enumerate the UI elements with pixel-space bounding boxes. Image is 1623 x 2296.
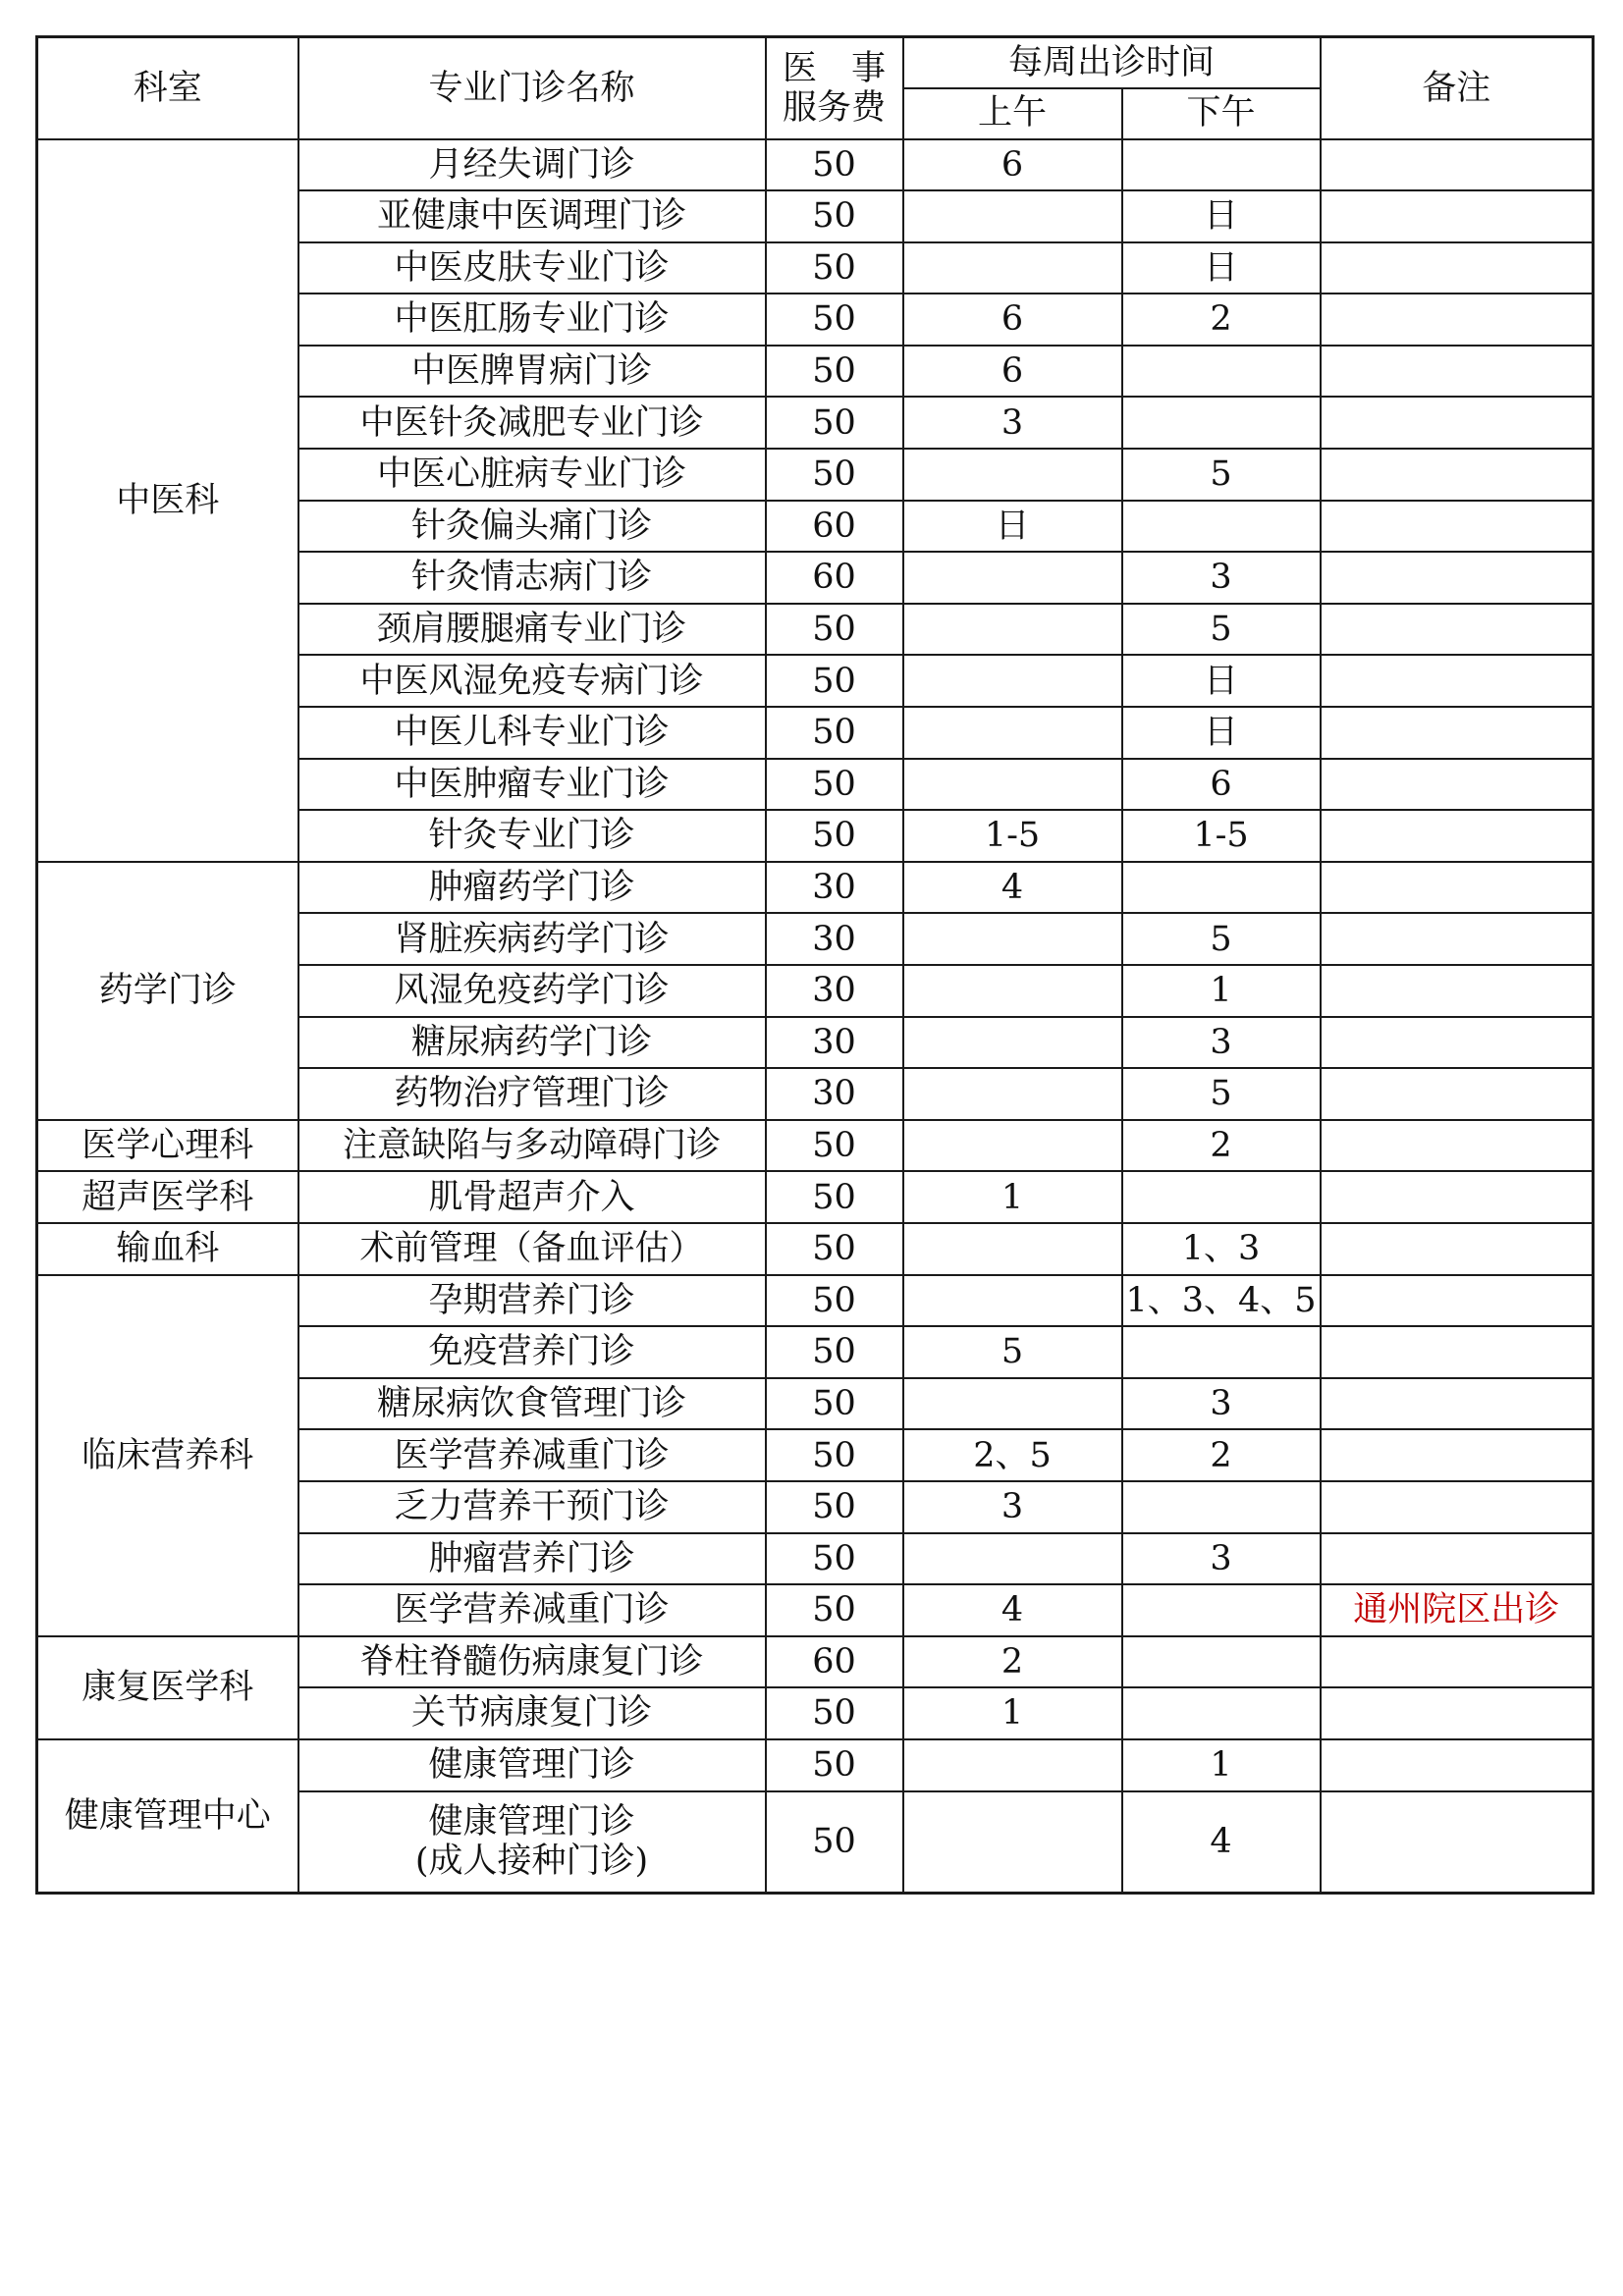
pm-cell (1122, 1326, 1321, 1378)
clinic-name-cell: 针灸情志病门诊 (298, 552, 766, 604)
note-cell (1321, 965, 1594, 1017)
clinic-name-cell: 脊柱脊髓伤病康复门诊 (298, 1636, 766, 1688)
header-fee (766, 37, 903, 139)
note-cell (1321, 346, 1594, 398)
clinic-schedule-table (35, 35, 1595, 1895)
clinic-name-cell: 中医脾胃病门诊 (298, 346, 766, 398)
dept-cell: 健康管理中心 (37, 1739, 298, 1894)
am-cell: 6 (903, 139, 1122, 191)
am-cell (903, 759, 1122, 811)
note-cell (1321, 913, 1594, 965)
clinic-name-cell: 中医心脏病专业门诊 (298, 449, 766, 501)
fee-cell: 50 (766, 1326, 903, 1378)
clinic-name-cell: 健康管理门诊 (298, 1739, 766, 1791)
clinic-name-cell: 免疫营养门诊 (298, 1326, 766, 1378)
pm-cell (1122, 1584, 1321, 1636)
pm-cell: 日 (1122, 707, 1321, 759)
fee-cell: 50 (766, 604, 903, 656)
fee-cell: 60 (766, 552, 903, 604)
pm-cell (1122, 1636, 1321, 1688)
dept-cell: 超声医学科 (37, 1171, 298, 1223)
header-weekly-time: 每周出诊时间 (903, 37, 1321, 88)
fee-cell: 50 (766, 139, 903, 191)
header-fee-top: 医 事 (782, 48, 886, 88)
am-cell (903, 242, 1122, 294)
am-cell (903, 604, 1122, 656)
note-cell (1321, 1791, 1594, 1894)
note-cell (1321, 1120, 1594, 1172)
am-cell (903, 552, 1122, 604)
clinic-name-cell: 颈肩腰腿痛专业门诊 (298, 604, 766, 656)
clinic-name-cell: 中医肛肠专业门诊 (298, 294, 766, 346)
clinic-name-cell (298, 1791, 766, 1894)
clinic-name-cell: 糖尿病药学门诊 (298, 1017, 766, 1069)
clinic-name-line: 健康管理门诊 (428, 1802, 635, 1842)
fee-cell: 50 (766, 707, 903, 759)
am-cell (903, 1378, 1122, 1430)
header-fee-bottom: 服务费 (782, 87, 886, 128)
am-cell (903, 1068, 1122, 1120)
clinic-name-cell: 糖尿病饮食管理门诊 (298, 1378, 766, 1430)
note-cell (1321, 1739, 1594, 1791)
dept-cell: 药学门诊 (37, 862, 298, 1120)
pm-cell: 5 (1122, 449, 1321, 501)
am-cell: 2 (903, 1636, 1122, 1688)
am-cell (903, 913, 1122, 965)
clinic-name-cell: 注意缺陷与多动障碍门诊 (298, 1120, 766, 1172)
fee-cell: 50 (766, 242, 903, 294)
am-cell: 日 (903, 501, 1122, 553)
clinic-name-cell: 中医针灸减肥专业门诊 (298, 397, 766, 449)
dept-cell: 临床营养科 (37, 1275, 298, 1636)
fee-cell: 50 (766, 1171, 903, 1223)
am-cell: 1-5 (903, 810, 1122, 862)
pm-cell (1122, 1481, 1321, 1533)
fee-cell: 50 (766, 449, 903, 501)
am-cell: 6 (903, 346, 1122, 398)
pm-cell (1122, 1171, 1321, 1223)
schedule-body (37, 139, 1594, 1894)
fee-cell: 50 (766, 190, 903, 242)
note-cell (1321, 1275, 1594, 1327)
pm-cell: 5 (1122, 1068, 1321, 1120)
clinic-name-cell: 关节病康复门诊 (298, 1687, 766, 1739)
am-cell: 1 (903, 1687, 1122, 1739)
clinic-name-cell: 药物治疗管理门诊 (298, 1068, 766, 1120)
note-cell (1321, 139, 1594, 191)
note-cell (1321, 1687, 1594, 1739)
pm-cell: 4 (1122, 1791, 1321, 1894)
am-cell (903, 1223, 1122, 1275)
fee-cell: 50 (766, 294, 903, 346)
clinic-name-cell: 肿瘤营养门诊 (298, 1533, 766, 1585)
fee-cell: 30 (766, 965, 903, 1017)
note-cell (1321, 1636, 1594, 1688)
note-cell (1321, 1223, 1594, 1275)
am-cell: 5 (903, 1326, 1122, 1378)
pm-cell: 1-5 (1122, 810, 1321, 862)
clinic-name-cell: 术前管理（备血评估） (298, 1223, 766, 1275)
note-cell (1321, 862, 1594, 914)
fee-cell: 60 (766, 1636, 903, 1688)
clinic-name-cell: 肾脏疾病药学门诊 (298, 913, 766, 965)
fee-cell: 50 (766, 1223, 903, 1275)
note-cell (1321, 190, 1594, 242)
am-cell: 2、5 (903, 1429, 1122, 1481)
clinic-name-cell: 月经失调门诊 (298, 139, 766, 191)
note-cell: 通州院区出诊 (1321, 1584, 1594, 1636)
pm-cell (1122, 501, 1321, 553)
note-cell (1321, 1533, 1594, 1585)
pm-cell: 5 (1122, 913, 1321, 965)
am-cell (903, 1017, 1122, 1069)
fee-cell: 50 (766, 1791, 903, 1894)
am-cell (903, 655, 1122, 707)
table-row (37, 1120, 1594, 1172)
am-cell (903, 1120, 1122, 1172)
note-cell (1321, 604, 1594, 656)
fee-cell: 30 (766, 862, 903, 914)
header-dept: 科室 (37, 37, 298, 139)
fee-cell: 50 (766, 1739, 903, 1791)
am-cell (903, 449, 1122, 501)
note-cell (1321, 501, 1594, 553)
table-row (37, 1223, 1594, 1275)
am-cell: 6 (903, 294, 1122, 346)
fee-cell: 50 (766, 810, 903, 862)
note-cell (1321, 449, 1594, 501)
table-row (37, 1739, 1594, 1791)
fee-cell: 50 (766, 1533, 903, 1585)
note-cell (1321, 655, 1594, 707)
clinic-name-cell: 针灸偏头痛门诊 (298, 501, 766, 553)
note-cell (1321, 810, 1594, 862)
am-cell: 4 (903, 862, 1122, 914)
pm-cell (1122, 1687, 1321, 1739)
clinic-name-cell: 中医皮肤专业门诊 (298, 242, 766, 294)
am-cell (903, 965, 1122, 1017)
clinic-name-cell: 医学营养减重门诊 (298, 1429, 766, 1481)
pm-cell: 日 (1122, 242, 1321, 294)
pm-cell: 2 (1122, 1429, 1321, 1481)
note-cell (1321, 242, 1594, 294)
fee-cell: 30 (766, 1068, 903, 1120)
fee-cell: 50 (766, 655, 903, 707)
fee-cell: 50 (766, 1275, 903, 1327)
clinic-name-cell: 中医肿瘤专业门诊 (298, 759, 766, 811)
table-row (37, 1636, 1594, 1688)
table-row (37, 139, 1594, 191)
fee-cell: 50 (766, 397, 903, 449)
fee-cell: 30 (766, 1017, 903, 1069)
pm-cell: 3 (1122, 1378, 1321, 1430)
note-cell (1321, 1326, 1594, 1378)
pm-cell: 6 (1122, 759, 1321, 811)
pm-cell: 5 (1122, 604, 1321, 656)
fee-cell: 50 (766, 1687, 903, 1739)
fee-cell: 50 (766, 759, 903, 811)
dept-cell: 医学心理科 (37, 1120, 298, 1172)
am-cell (903, 1275, 1122, 1327)
am-cell: 1 (903, 1171, 1122, 1223)
am-cell: 3 (903, 1481, 1122, 1533)
clinic-name-cell: 医学营养减重门诊 (298, 1584, 766, 1636)
pm-cell (1122, 862, 1321, 914)
note-cell (1321, 1068, 1594, 1120)
clinic-name-subline: (成人接种门诊) (414, 1842, 649, 1882)
note-cell (1321, 759, 1594, 811)
clinic-name-cell: 亚健康中医调理门诊 (298, 190, 766, 242)
pm-cell: 1 (1122, 1739, 1321, 1791)
clinic-name-cell: 肌骨超声介入 (298, 1171, 766, 1223)
table-row (37, 1171, 1594, 1223)
note-cell (1321, 1017, 1594, 1069)
am-cell: 4 (903, 1584, 1122, 1636)
note-cell (1321, 397, 1594, 449)
am-cell (903, 1533, 1122, 1585)
fee-cell: 30 (766, 913, 903, 965)
pm-cell: 2 (1122, 1120, 1321, 1172)
fee-cell: 50 (766, 1378, 903, 1430)
pm-cell: 2 (1122, 294, 1321, 346)
dept-cell: 康复医学科 (37, 1636, 298, 1739)
dept-cell: 中医科 (37, 139, 298, 862)
note-cell (1321, 707, 1594, 759)
fee-cell: 60 (766, 501, 903, 553)
am-cell (903, 707, 1122, 759)
pm-cell: 1 (1122, 965, 1321, 1017)
clinic-name-cell: 中医儿科专业门诊 (298, 707, 766, 759)
pm-cell: 1、3、4、5 (1122, 1275, 1321, 1327)
header-am: 上午 (903, 88, 1122, 139)
fee-cell: 50 (766, 1481, 903, 1533)
pm-cell: 3 (1122, 1533, 1321, 1585)
fee-cell: 50 (766, 346, 903, 398)
pm-cell (1122, 139, 1321, 191)
am-cell: 3 (903, 397, 1122, 449)
am-cell (903, 1739, 1122, 1791)
pm-cell: 日 (1122, 190, 1321, 242)
fee-cell: 50 (766, 1429, 903, 1481)
dept-cell: 输血科 (37, 1223, 298, 1275)
table-row (37, 1275, 1594, 1327)
am-cell (903, 190, 1122, 242)
note-cell (1321, 1429, 1594, 1481)
note-cell (1321, 1378, 1594, 1430)
clinic-name-cell: 孕期营养门诊 (298, 1275, 766, 1327)
fee-cell: 50 (766, 1120, 903, 1172)
header-note: 备注 (1321, 37, 1594, 139)
clinic-name-cell: 肿瘤药学门诊 (298, 862, 766, 914)
am-cell (903, 1791, 1122, 1894)
pm-cell: 3 (1122, 552, 1321, 604)
header-pm: 下午 (1122, 88, 1321, 139)
pm-cell (1122, 397, 1321, 449)
pm-cell: 1、3 (1122, 1223, 1321, 1275)
clinic-name-cell: 风湿免疫药学门诊 (298, 965, 766, 1017)
clinic-name-cell: 乏力营养干预门诊 (298, 1481, 766, 1533)
note-cell (1321, 294, 1594, 346)
fee-cell: 50 (766, 1584, 903, 1636)
note-cell (1321, 552, 1594, 604)
note-cell (1321, 1481, 1594, 1533)
pm-cell: 3 (1122, 1017, 1321, 1069)
table-row (37, 862, 1594, 914)
clinic-name-cell: 针灸专业门诊 (298, 810, 766, 862)
pm-cell: 日 (1122, 655, 1321, 707)
note-cell (1321, 1171, 1594, 1223)
clinic-name-cell: 中医风湿免疫专病门诊 (298, 655, 766, 707)
header-clinic-name: 专业门诊名称 (298, 37, 766, 139)
pm-cell (1122, 346, 1321, 398)
